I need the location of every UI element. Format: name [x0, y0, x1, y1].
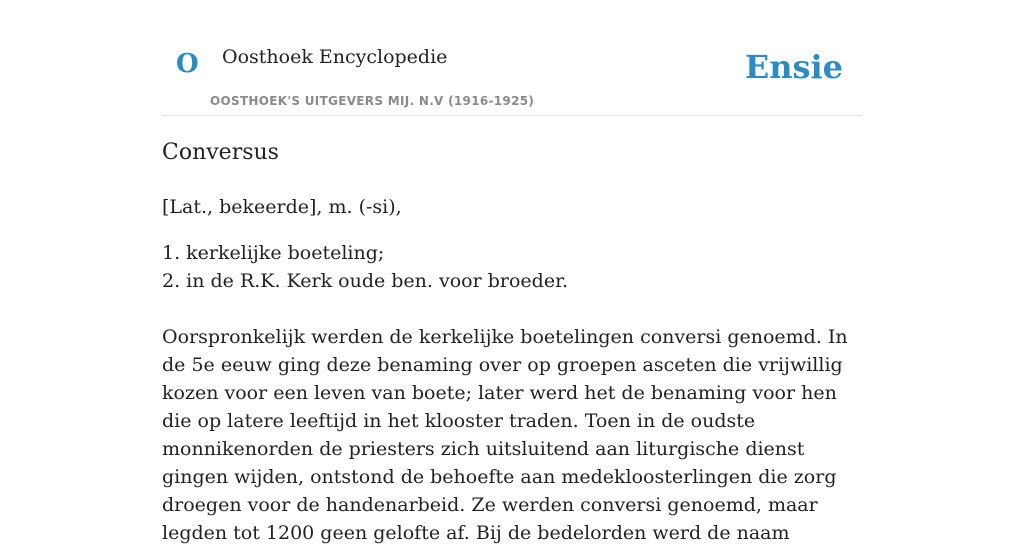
site-header — [162, 0, 862, 116]
publisher-label: OOSTHOEK'S UITGEVERS MIJ. N.V (1916-1925) — [210, 94, 535, 108]
meanings-list — [162, 239, 568, 295]
encyclopedia-title[interactable]: Oosthoek Encyclopedie — [222, 46, 448, 68]
page-container — [162, 0, 862, 544]
meaning-item: 1. kerkelijke boeteling; — [162, 242, 385, 264]
ensie-brand-link[interactable]: Ensie — [744, 48, 843, 86]
entry-etymology: [Lat., bekeerde], m. (-si), — [162, 196, 402, 218]
logo-icon[interactable]: O — [176, 49, 199, 79]
entry-title: Conversus — [162, 140, 279, 165]
entry-body: Oorspronkelijk werden de kerkelijke boetelingen conversi genoemd. In de 5e eeuw ging deze benaming over op groepen asceten die vrijwillig kozen voor een leven van boete; later werd het de benaming voor hen die op latere leeftijd in het klooster traden. Toen in de oudste monnikenorden de priesters zich uitsluitend aan liturgische dienst gingen wijden, ontstond de behoefte aan medekloosterlingen die zorg droegen voor de handenarbeid. Ze werden conversi genoemd, maar legden tot 1200 geen gelofte af. Bij de bedelorden werd de naam — [162, 326, 848, 544]
meaning-item: 2. in de R.K. Kerk oude ben. voor broeder. — [162, 270, 569, 292]
